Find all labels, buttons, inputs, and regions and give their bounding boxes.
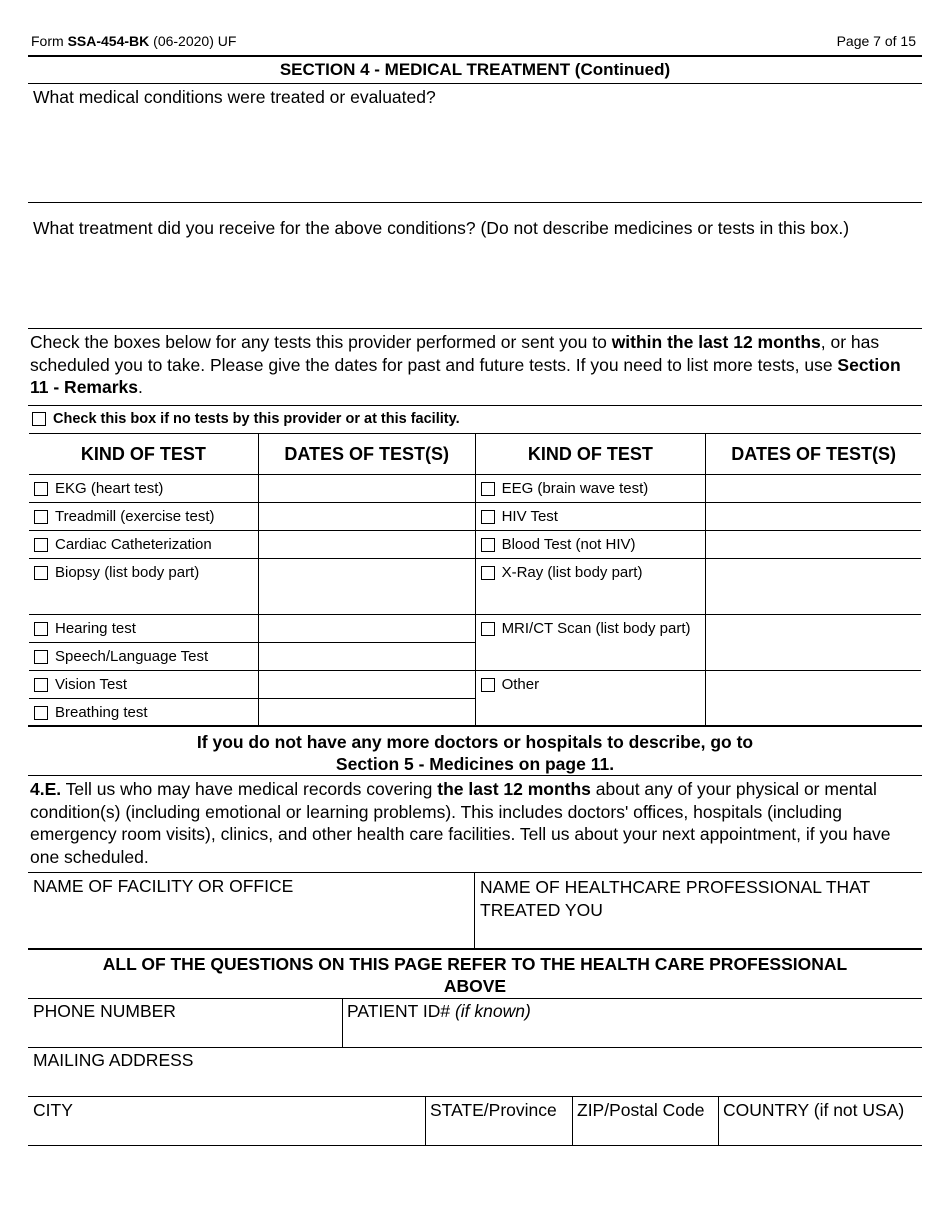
phone-label: PHONE NUMBER [33, 1001, 176, 1021]
test-label: MRI/CT Scan (list body part) [501, 620, 691, 637]
mri-ct-dates-field[interactable] [706, 615, 922, 671]
speech-test-checkbox[interactable] [34, 650, 48, 664]
table-row [29, 615, 922, 643]
all-questions-line-1: ALL OF THE QUESTIONS ON THIS PAGE REFER TO THE HEALTH CARE PROFESSIONAL [102, 954, 848, 974]
go-to-line-2: Section 5 - Medicines on page 11. [335, 754, 615, 774]
test-label: Hearing test [55, 620, 136, 637]
test-label: EEG (brain wave test) [501, 480, 649, 497]
table-row [29, 503, 922, 531]
go-to-section-5-note [28, 731, 922, 775]
zip-field[interactable] [573, 1121, 718, 1145]
treadmill-checkbox[interactable] [34, 510, 48, 524]
patient-id-field[interactable] [343, 1022, 922, 1047]
mri-ct-checkbox[interactable] [481, 622, 495, 636]
country-label: COUNTRY (if not USA) [723, 1100, 905, 1120]
no-tests-option [32, 408, 460, 430]
tests-instructions: Check the boxes below for any tests this provider performed or sent you to within the last 12 months, or has scheduled you to take. Please give the dates for past and future tests. If you need to list more tests, use Section 11 - Remarks. [30, 332, 901, 397]
breathing-test-checkbox[interactable] [34, 706, 48, 720]
test-label: Speech/Language Test [55, 648, 209, 665]
divider [28, 998, 922, 999]
blood-test-dates-field[interactable] [706, 531, 922, 559]
tests-table [28, 433, 922, 727]
state-field[interactable] [426, 1121, 571, 1145]
other-test-checkbox[interactable] [481, 678, 495, 692]
table-row [29, 475, 922, 503]
treadmill-dates-field[interactable] [258, 503, 475, 531]
country-field[interactable] [719, 1121, 922, 1145]
table-row [29, 531, 922, 559]
header-dates-of-tests: DATES OF TEST(S) [258, 434, 475, 475]
header-kind-of-test: KIND OF TEST [475, 434, 706, 475]
test-label: Vision Test [55, 676, 127, 693]
divider [28, 1047, 922, 1048]
table-row [29, 671, 922, 699]
hearing-test-checkbox[interactable] [34, 622, 48, 636]
city-field[interactable] [28, 1121, 425, 1145]
border-mask [921, 433, 924, 727]
eeg-dates-field[interactable] [706, 475, 922, 503]
test-label: HIV Test [501, 508, 558, 525]
breathing-test-dates-field[interactable] [258, 699, 475, 727]
divider [28, 202, 922, 203]
all-questions-note [28, 953, 922, 997]
divider [28, 1096, 922, 1097]
conditions-answer-field[interactable] [28, 108, 922, 202]
test-label: EKG (heart test) [55, 480, 164, 497]
blood-test-checkbox[interactable] [481, 538, 495, 552]
biopsy-dates-field[interactable] [258, 559, 475, 615]
other-test-dates-field[interactable] [706, 671, 922, 727]
ekg-dates-field[interactable] [258, 475, 475, 503]
go-to-line-1: If you do not have any more doctors or hospitals to describe, go to [196, 732, 754, 752]
hiv-test-dates-field[interactable] [706, 503, 922, 531]
hearing-test-dates-field[interactable] [258, 615, 475, 643]
eeg-checkbox[interactable] [481, 482, 495, 496]
test-label: Breathing test [55, 704, 148, 721]
conditions-question: What medical conditions were treated or evaluated? [33, 87, 436, 107]
header-kind-of-test: KIND OF TEST [29, 434, 259, 475]
form-page [28, 0, 922, 1230]
biopsy-checkbox[interactable] [34, 566, 48, 580]
test-label: Biopsy (list body part) [55, 564, 200, 581]
section-4e-instructions: 4.E. Tell us who may have medical records covering the last 12 months about any of your physical or mental condition(s) (including emotional or learning problems). This includes doctors' offices, hospitals (including emergency room visits), clinics, and other health care facilities. Tell us about your next appointment, if you have one scheduled. [30, 779, 891, 867]
header-dates-of-tests: DATES OF TEST(S) [706, 434, 922, 475]
vision-test-dates-field[interactable] [258, 671, 475, 699]
no-tests-label: Check this box if no tests by this provider or at this facility. [53, 411, 460, 427]
phone-field[interactable] [28, 1022, 342, 1047]
vision-test-checkbox[interactable] [34, 678, 48, 692]
xray-dates-field[interactable] [706, 559, 922, 615]
divider [28, 328, 922, 329]
test-label: X-Ray (list body part) [501, 564, 643, 581]
all-questions-line-2: ABOVE [443, 976, 507, 996]
test-label: Cardiac Catheterization [55, 536, 212, 553]
divider [28, 55, 922, 57]
treatment-answer-field[interactable] [28, 240, 922, 327]
cardiac-cath-checkbox[interactable] [34, 538, 48, 552]
test-label: Other [501, 676, 540, 693]
divider [28, 872, 922, 873]
divider [28, 948, 922, 950]
facility-name-field[interactable] [28, 898, 474, 948]
table-row [29, 559, 922, 615]
page-number: Page 7 of 15 [836, 33, 916, 49]
section-title: SECTION 4 - MEDICAL TREATMENT (Continued) [279, 60, 671, 79]
mailing-address-label: MAILING ADDRESS [33, 1050, 194, 1070]
patient-id-label: PATIENT ID# (if known) [347, 1001, 531, 1021]
divider [28, 775, 922, 776]
no-tests-checkbox[interactable] [32, 412, 46, 426]
city-label: CITY [33, 1100, 73, 1120]
ekg-checkbox[interactable] [34, 482, 48, 496]
border-mask [27, 433, 29, 727]
cardiac-cath-dates-field[interactable] [258, 531, 475, 559]
mailing-address-field[interactable] [28, 1071, 922, 1096]
divider [28, 1145, 922, 1146]
facility-name-label: NAME OF FACILITY OR OFFICE [33, 876, 294, 896]
zip-label: ZIP/Postal Code [577, 1100, 705, 1120]
state-label: STATE/Province [430, 1100, 557, 1120]
divider [28, 405, 922, 406]
test-label: Blood Test (not HIV) [501, 536, 636, 553]
hiv-test-checkbox[interactable] [481, 510, 495, 524]
divider [28, 83, 922, 84]
xray-checkbox[interactable] [481, 566, 495, 580]
professional-name-label: NAME OF HEALTHCARE PROFESSIONAL THAT TREATED YOU [480, 877, 870, 920]
treatment-question: What treatment did you receive for the above conditions? (Do not describe medicines or tests in this box.) [33, 218, 850, 238]
form-id: Form SSA-454-BK (06-2020) UF [31, 33, 237, 49]
divider [28, 725, 922, 727]
professional-name-field[interactable] [475, 922, 922, 948]
speech-test-dates-field[interactable] [258, 643, 475, 671]
test-label: Treadmill (exercise test) [55, 508, 215, 525]
